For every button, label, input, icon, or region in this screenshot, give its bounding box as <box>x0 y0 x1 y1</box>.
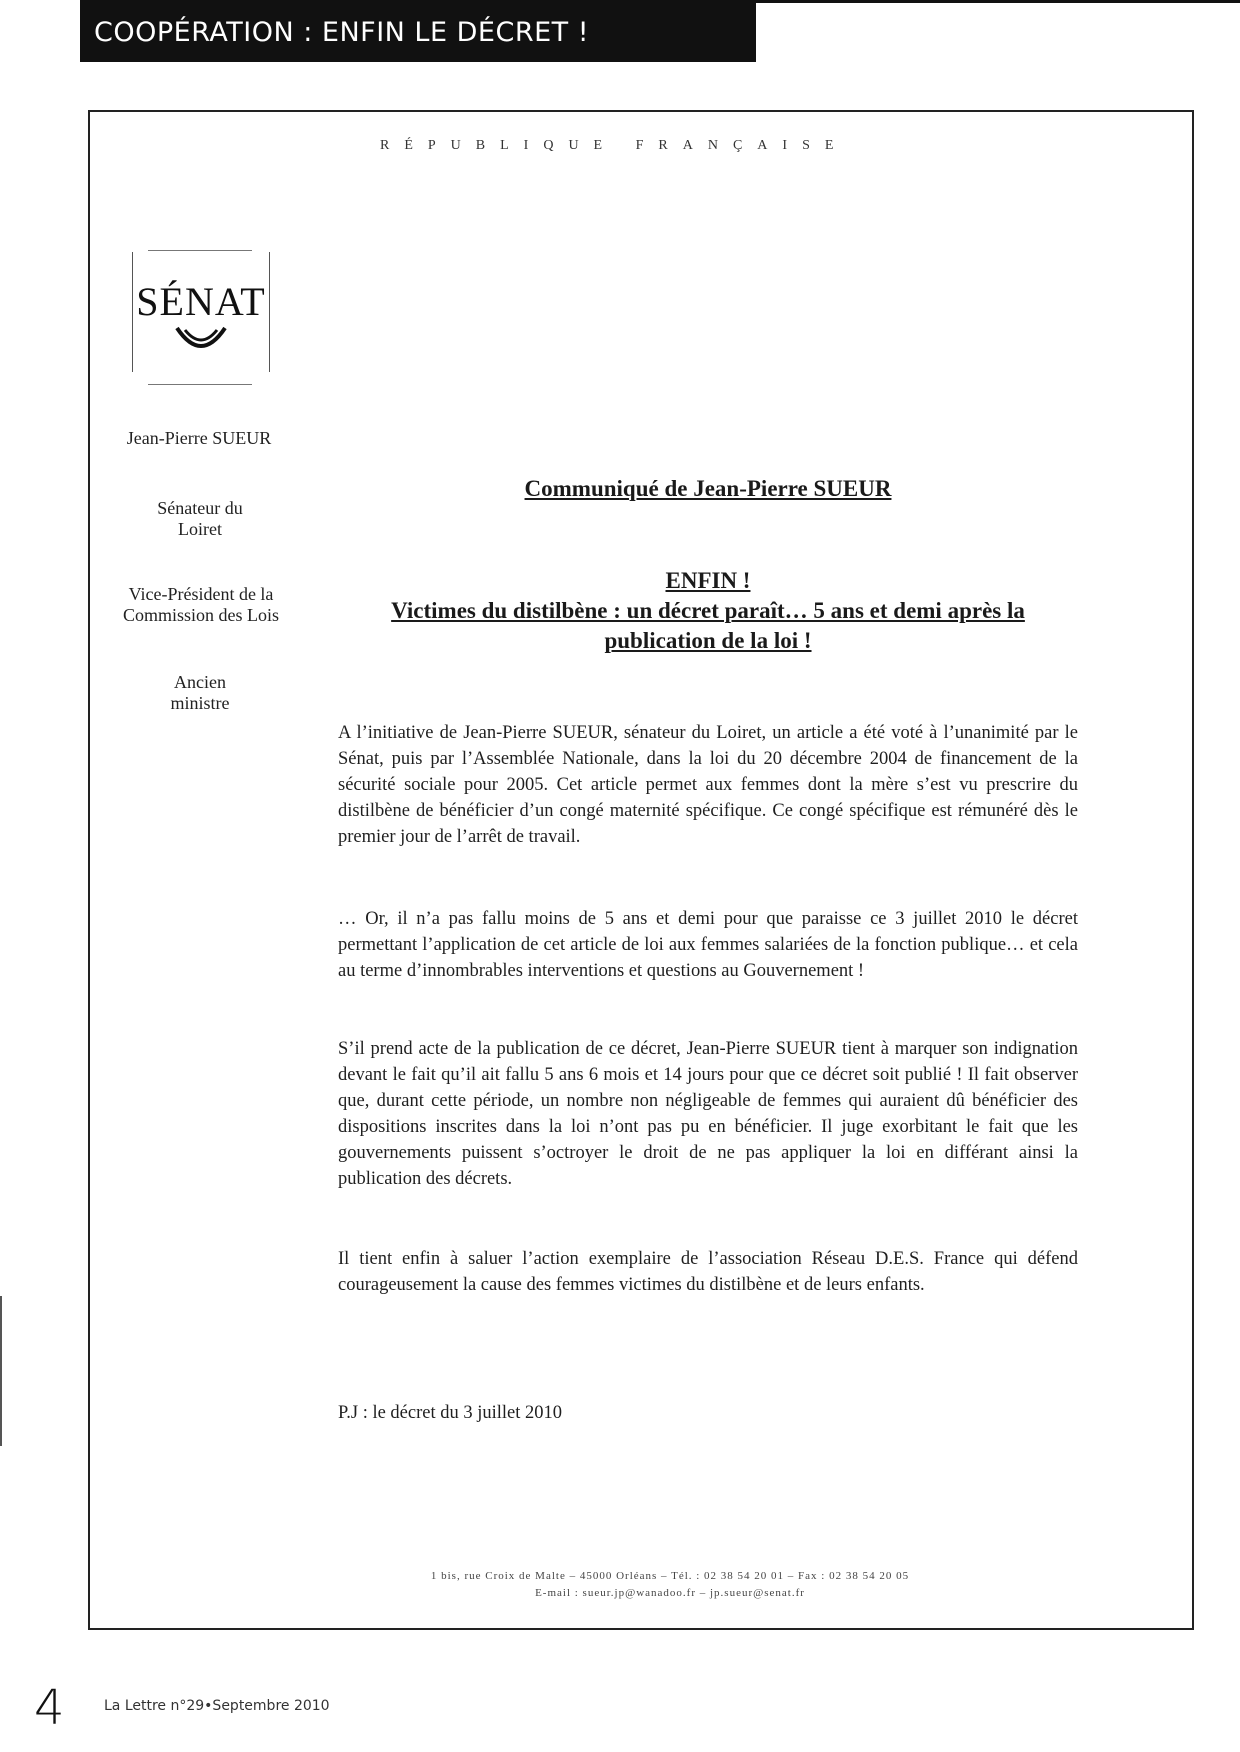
role-former-minister: Ancien ministre <box>170 672 230 713</box>
attachment-text: P.J : le décret du 3 juillet 2010 <box>338 1403 563 1423</box>
attachment-note <box>338 1400 1078 1426</box>
paragraph-text: Il tient enfin à saluer l’action exemplaire de l’association Réseau D.E.S. France qui défend courageusement la cause des femmes victimes du distilbène et de leurs enfants. <box>338 1249 1078 1295</box>
section-header <box>80 3 756 62</box>
paragraph-4 <box>338 1246 1078 1298</box>
paragraph-text: S’il prend acte de la publication de ce décret, Jean-Pierre SUEUR tient à marquer son indignation devant le fait qu’il ait fallu 5 ans 6 mois et 14 jours pour que ce décret soit publié ! Il fait observer que, durant cette période, un nombre non négligeable de femmes qui auraient dû bénéficier des dispositions inscrites dans la loi n’ont pas pu en bénéficier. Il juge exorbitant le fait que les gouvernements puissent s’octroyer le droit de ne pas appliquer la loi en différant ainsi la publication des décrets. <box>338 1039 1078 1189</box>
title-line-2: Victimes du distilbène : un décret paraît… 5 ans et demi après la publication de la loi ! <box>391 598 1025 653</box>
republique-text: RÉPUBLIQUE FRANÇAISE <box>380 138 849 153</box>
issue-label: La Lettre n°29•Septembre 2010 <box>104 1698 330 1714</box>
role-vice-president: Vice-Président de la Commission des Lois <box>122 584 279 625</box>
paragraph-1 <box>338 720 1078 850</box>
communique-title <box>338 566 1078 656</box>
senat-logo <box>132 252 270 372</box>
contact-address: 1 bis, rue Croix de Malte – 45000 Orléans – Tél. : 02 38 54 20 01 – Fax : 02 38 54 20 05 <box>430 1570 910 1582</box>
logo-rule-bottom <box>148 384 252 385</box>
communique-heading: Communiqué de Jean-Pierre SUEUR <box>524 476 892 501</box>
role-senator: Sénateur du Loiret <box>157 498 243 539</box>
paragraph-3 <box>338 1036 1078 1192</box>
author-name: Jean-Pierre SUEUR <box>126 428 272 448</box>
republique-francaise-heading <box>380 138 1060 154</box>
communique-heading-wrap <box>338 476 1078 502</box>
logo-rule-top <box>148 250 252 251</box>
margin-mark <box>0 1296 2 1446</box>
senat-logo-text: SÉNAT <box>136 279 266 324</box>
title-line-1: ENFIN ! <box>665 568 751 593</box>
page-number: 4 <box>34 1680 65 1736</box>
section-title: COOPÉRATION : ENFIN LE DÉCRET ! <box>94 17 590 48</box>
paragraph-text: A l’initiative de Jean-Pierre SUEUR, sénateur du Loiret, un article a été voté à l’unanimité par le Sénat, puis par l’Assemblée Nationale, dans la loi du 20 décembre 2004 de financement de la sécurité sociale pour 2005. Cet article permet aux femmes dont la mère s’est vu prescrire du distilbène de bénéficier d’un congé maternité spécifique. Ce congé spécifique est rémunéré dès le premier jour de l’arrêt de travail. <box>338 723 1078 847</box>
paragraph-2 <box>338 906 1078 984</box>
paragraph-text: … Or, il n’a pas fallu moins de 5 ans et demi pour que paraisse ce 3 juillet 2010 le décret permettant l’application de cet article de loi aux femmes salariées de la fonction publique… et cela au terme d’innombrables interventions et questions au Gouvernement ! <box>338 909 1078 981</box>
smile-icon <box>173 324 229 356</box>
contact-email: E-mail : sueur.jp@wanadoo.fr – jp.sueur@senat.fr <box>535 1587 805 1599</box>
